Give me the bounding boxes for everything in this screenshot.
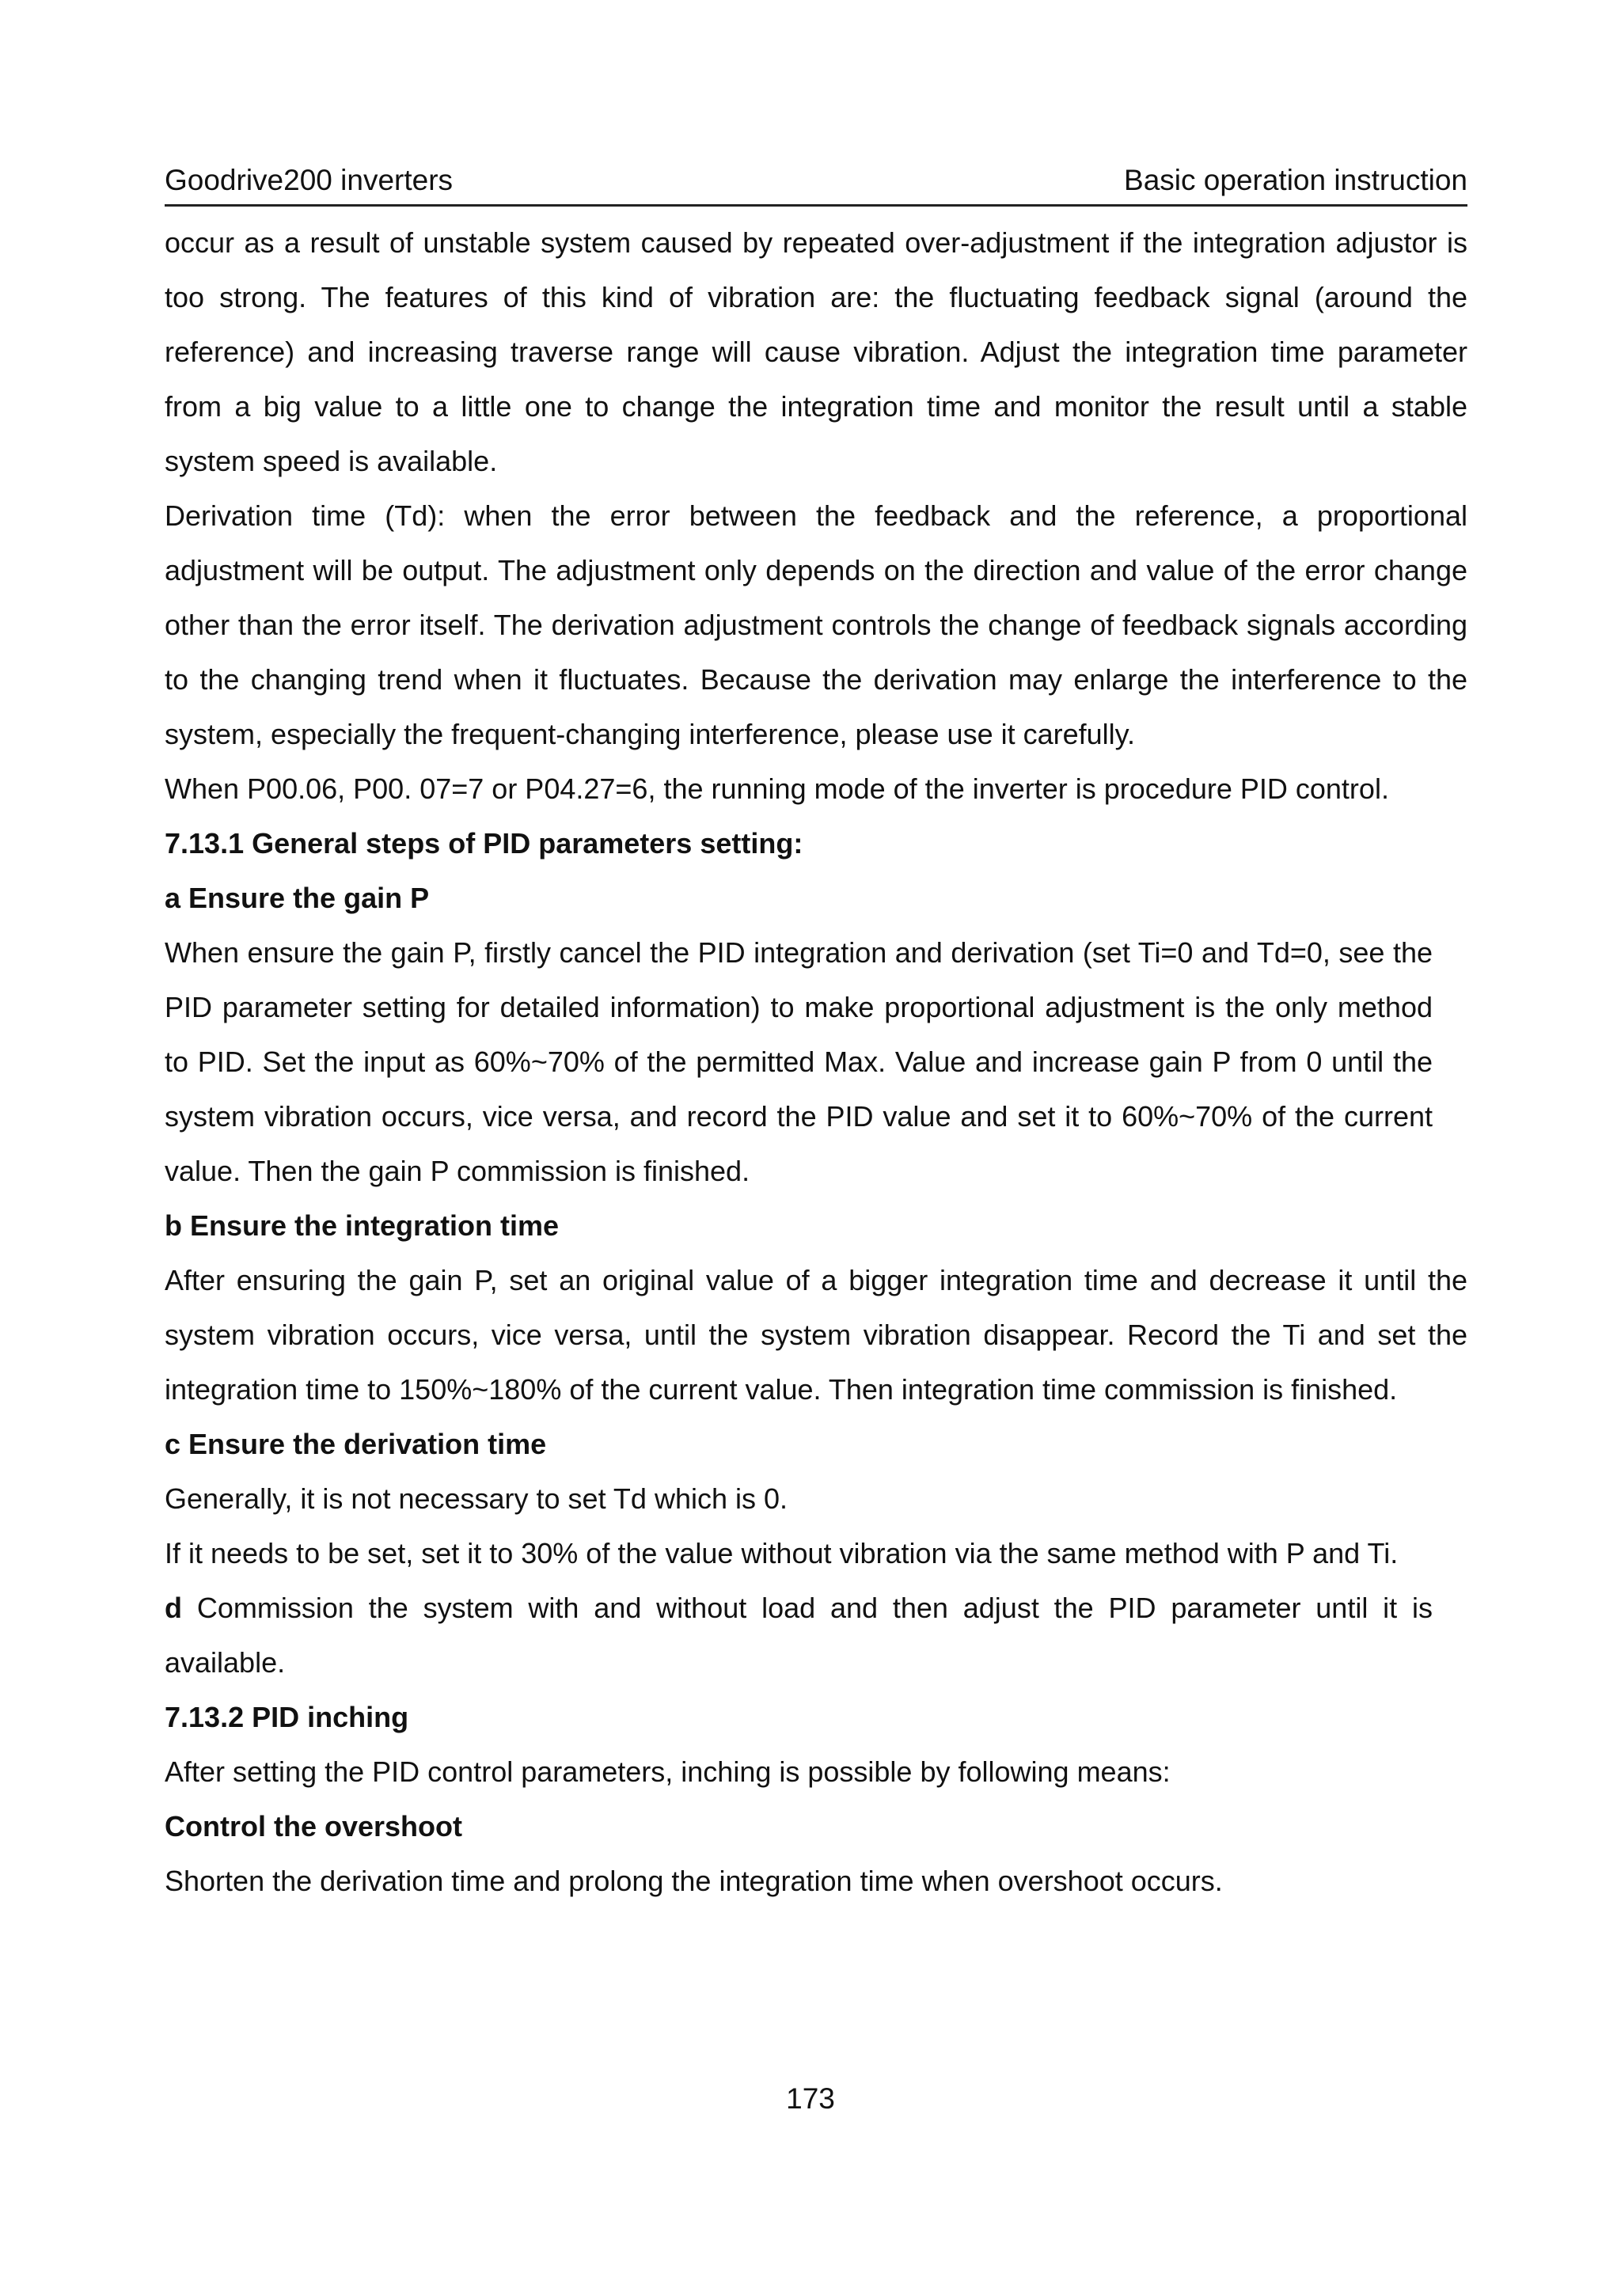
header-chapter-title: Basic operation instruction (1124, 164, 1467, 196)
paragraph-ensure-gain: When ensure the gain P, firstly cancel the PID integration and derivation (set Ti=0 and Td=0, see the PID parameter setting for detailed information) to make proportional adjustment is the only method to PID. Set the input as 60%~70% of the permitted Max. Value and increase gain P from 0 until the system vibration occurs, vice versa, and record the PID value and set it to 60%~70% of the current value. Then the gain P commission is finished. (165, 936, 1433, 1187)
section-heading-7-13-1: 7.13.1 General steps of PID parameters setting: (165, 827, 803, 860)
paragraph-commission-system (165, 1581, 1433, 1690)
paragraph-ensure-integration-time: After ensuring the gain P, set an original value of a bigger integration time and decrease it until the system vibration occurs, vice versa, until the system vibration disappear. Record the Ti and set the integration time to 150%~180% of the current value. Then integration time commission is finished. (165, 1264, 1467, 1406)
subheading-ensure-gain: a Ensure the gain P (165, 882, 430, 914)
step-d-label: d (165, 1592, 182, 1624)
paragraph-derivation-time: Derivation time (Td): when the error between the feedback and the reference, a proportional adjustment will be output. The adjustment only depends on the direction and value of the error change other than the error itself. The derivation adjustment controls the change of feedback signals according to the changing trend when it fluctuates. Because the derivation may enlarge the interference to the system, especially the frequent-changing interference, please use it carefully. (165, 499, 1467, 750)
body-text (165, 215, 1467, 1908)
paragraph-procedure-pid-mode: When P00.06, P00. 07=7 or P04.27=6, the running mode of the inverter is procedure PID control. (165, 772, 1389, 805)
header-product-name: Goodrive200 inverters (165, 164, 454, 196)
subheading-ensure-derivation-time: c Ensure the derivation time (165, 1428, 547, 1460)
paragraph-control-overshoot: Shorten the derivation time and prolong the integration time when overshoot occurs. (165, 1865, 1223, 1897)
paragraph-td-not-necessary: Generally, it is not necessary to set Td which is 0. (165, 1482, 788, 1515)
section-heading-7-13-2: 7.13.2 PID inching (165, 1701, 409, 1733)
paragraph-td-setting: If it needs to be set, set it to 30% of the value without vibration via the same method with P and Ti. (165, 1537, 1399, 1569)
paragraph-integration-vibration: occur as a result of unstable system caused by repeated over-adjustment if the integration adjustor is too strong. The features of this kind of vibration are: the fluctuating feedback signal (around the reference) and increasing traverse range will cause vibration. Adjust the integration time parameter from a big value to a little one to change the integration time and monitor the result until a stable system speed is available. (165, 226, 1467, 477)
step-d-text: Commission the system with and without load and then adjust the PID parameter until it is available. (165, 1592, 1433, 1679)
subheading-ensure-integration-time: b Ensure the integration time (165, 1209, 560, 1242)
running-header (165, 163, 1467, 207)
page-number: 173 (786, 2082, 835, 2115)
paragraph-inching-means: After setting the PID control parameters, inching is possible by following means: (165, 1755, 1171, 1788)
subheading-control-overshoot: Control the overshoot (165, 1810, 462, 1842)
